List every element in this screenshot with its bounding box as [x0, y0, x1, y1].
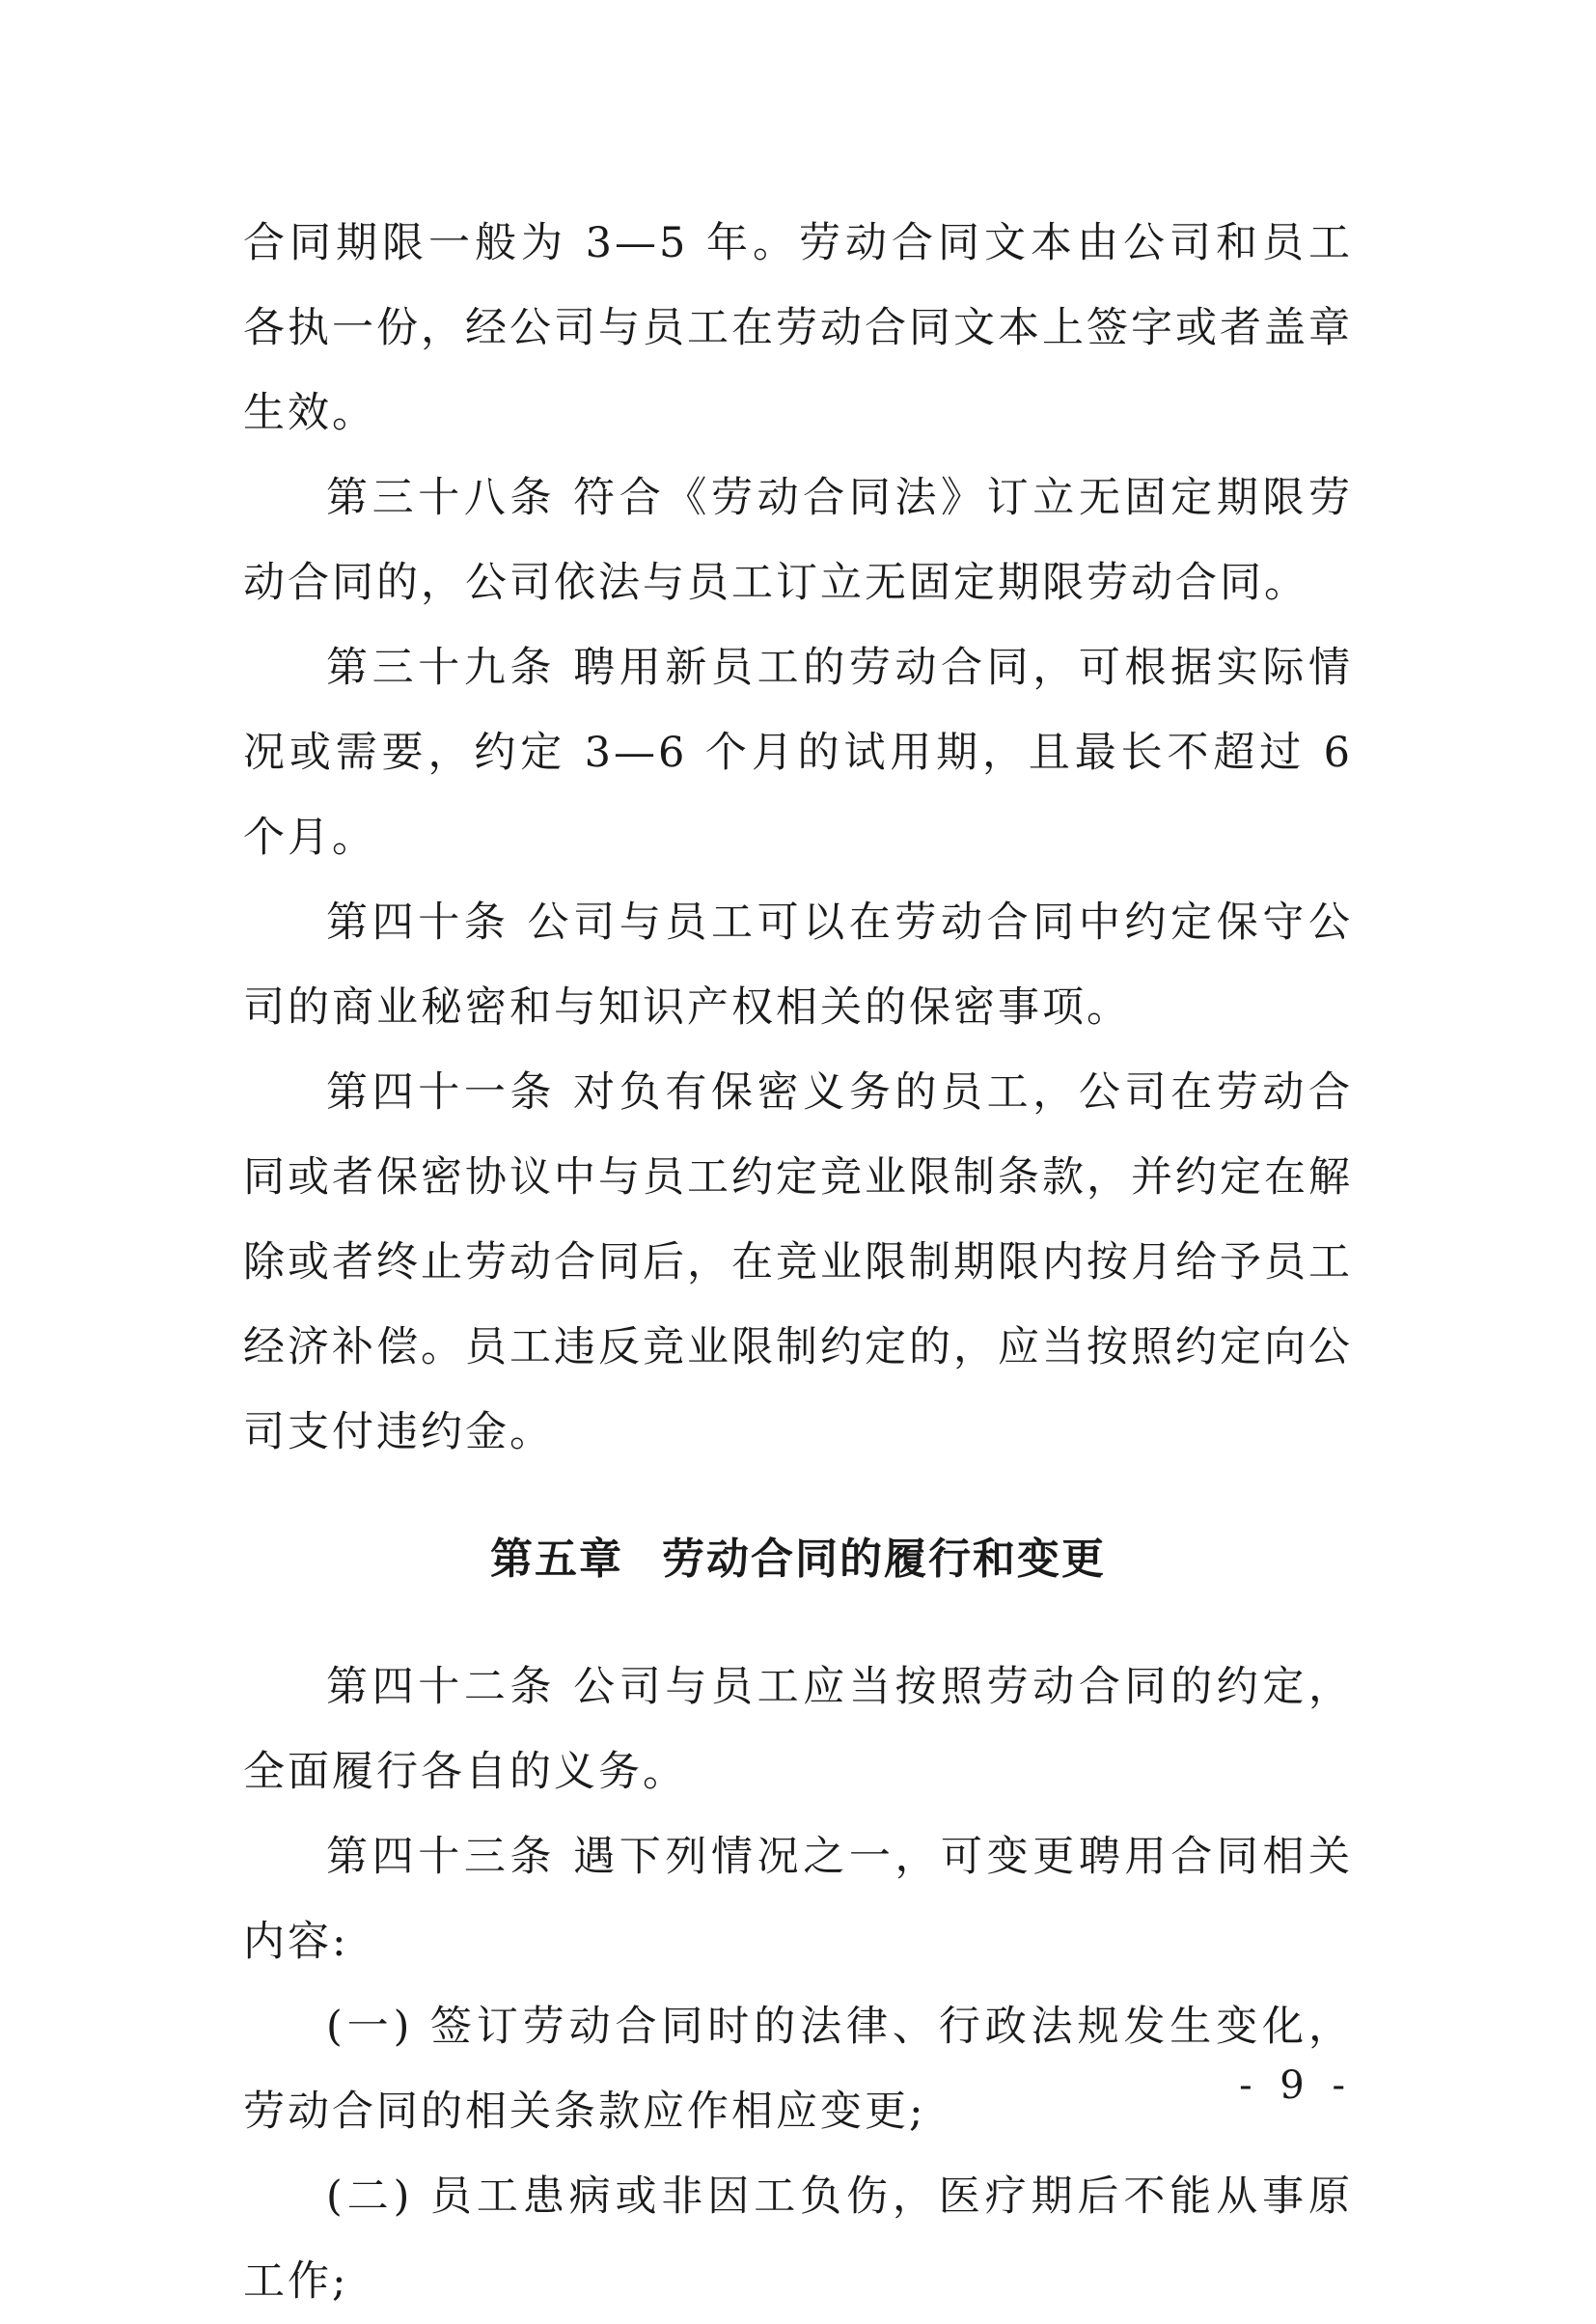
article-text: 遇下列情况之一，可变更聘用合同相关内容:: [243, 1833, 1354, 1966]
article-text: 对负有保密义务的员工，公司在劳动合同或者保密协议中与员工约定竞业限制条款，并约定在解除或者终止劳动合同后，在竞业限制期限内按月给予员工经济补偿。员工违反竞业限制约定的，应当按照约定向公司支付违约金。: [243, 1068, 1354, 1456]
article-41: [243, 1050, 1353, 1475]
article-text: 符合《劳动合同法》订立无固定期限劳动合同的，公司依法与员工订立无固定期限劳动合同。: [243, 474, 1354, 607]
list-item-text: (二) 员工患病或非因工负伤，医疗期后不能从事原工作;: [243, 2172, 1353, 2306]
paragraph-text: 合同期限一般为 3—5 年。劳动合同文本由公司和员工各执一份，经公司与员工在劳动合同文本上签字或者盖章生效。: [243, 219, 1353, 437]
article-text: 聘用新员工的劳动合同，可根据实际情况或需要，约定 3—6 个月的试用期，且最长不超过 6 个月。: [243, 644, 1354, 862]
document-body: [243, 201, 1353, 2324]
article-text: 公司与员工应当按照劳动合同的约定，全面履行各自的义务。: [243, 1663, 1354, 1796]
chapter-number: 第五章: [490, 1535, 623, 1584]
article-42: [243, 1645, 1353, 1814]
article-label: 第四十一条: [326, 1068, 557, 1117]
paragraph-continuation: [243, 201, 1353, 456]
chapter-heading: [243, 1475, 1353, 1645]
article-40: [243, 880, 1353, 1050]
list-item-text: (一) 签订劳动合同时的法律、行政法规发生变化，劳动合同的相关条款应作相应变更;: [243, 2003, 1353, 2136]
list-item-2: [243, 2154, 1353, 2324]
article-43: [243, 1814, 1353, 1984]
article-label: 第三十九条: [326, 644, 557, 692]
article-38: [243, 456, 1353, 625]
article-label: 第四十二条: [326, 1663, 557, 1711]
article-label: 第四十条: [326, 899, 510, 947]
chapter-title: 劳动合同的履行和变更: [662, 1535, 1106, 1584]
article-text: 公司与员工可以在劳动合同中约定保守公司的商业秘密和与知识产权相关的保密事项。: [243, 899, 1354, 1032]
list-item-1: [243, 1984, 1353, 2154]
article-39: [243, 625, 1353, 880]
page-number: - 9 -: [1239, 2063, 1353, 2108]
article-label: 第四十三条: [326, 1833, 557, 1881]
article-label: 第三十八条: [326, 474, 557, 522]
